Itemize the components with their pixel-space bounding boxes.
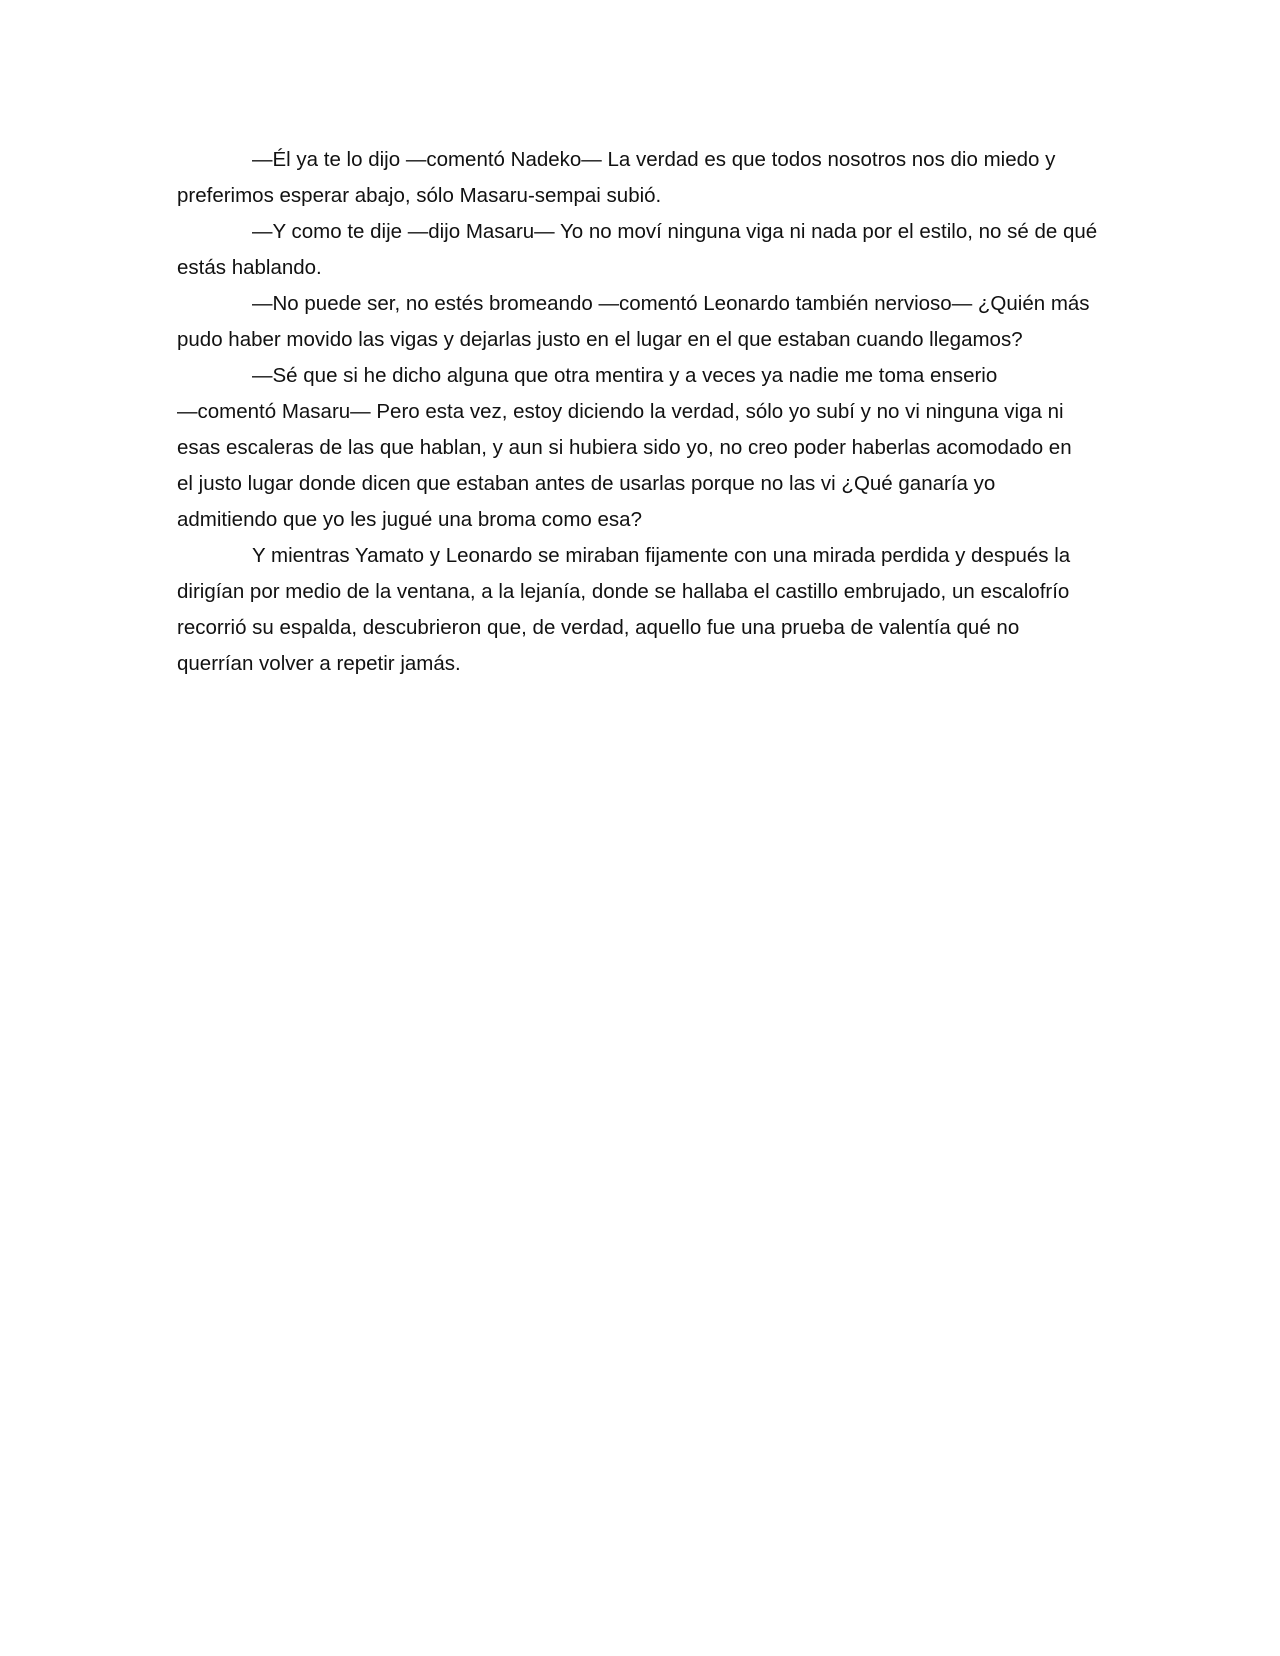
paragraph-4-line-3: esas escaleras de las que hablan, y aun si hubiera sido yo, no creo poder haberlas acomodado en [177,436,1072,459]
paragraph-5-line-3: recorrió su espalda, descubrieron que, de verdad, aquello fue una prueba de valentía qué no [177,616,1020,639]
paragraph-5-line-1: Y mientras Yamato y Leonardo se miraban fijamente con una mirada perdida y después la [252,544,1071,567]
paragraph-2-line-1: —Y como te dije —dijo Masaru— Yo no moví ninguna viga ni nada por el estilo, no sé de qué [252,220,1098,243]
paragraph-4-line-2: —comentó Masaru— Pero esta vez, estoy diciendo la verdad, sólo yo subí y no vi ninguna viga ni [177,400,1064,423]
body-text [177,142,1097,682]
paragraph-1-line-1: —Él ya te lo dijo —comentó Nadeko— La verdad es que todos nosotros nos dio miedo y [252,148,1056,171]
paragraph-3-line-1: —No puede ser, no estés bromeando —comentó Leonardo también nervioso— ¿Quién más [252,292,1090,315]
paragraph-4-line-5: admitiendo que yo les jugué una broma como esa? [177,508,642,531]
paragraph-1-line-2: preferimos esperar abajo, sólo Masaru-sempai subió. [177,184,662,207]
paragraph-5-line-4: querrían volver a repetir jamás. [177,652,461,675]
paragraph-4-line-4: el justo lugar donde dicen que estaban antes de usarlas porque no las vi ¿Qué ganaría yo [177,472,996,495]
paragraph-5-line-2: dirigían por medio de la ventana, a la lejanía, donde se hallaba el castillo embrujado, un escalofrío [177,580,1070,603]
paragraph-2-line-2: estás hablando. [177,256,322,279]
paragraph-3-line-2: pudo haber movido las vigas y dejarlas justo en el lugar en el que estaban cuando llegamos? [177,328,1023,351]
paragraph-4-line-1: —Sé que si he dicho alguna que otra mentira y a veces ya nadie me toma enserio [252,364,998,387]
